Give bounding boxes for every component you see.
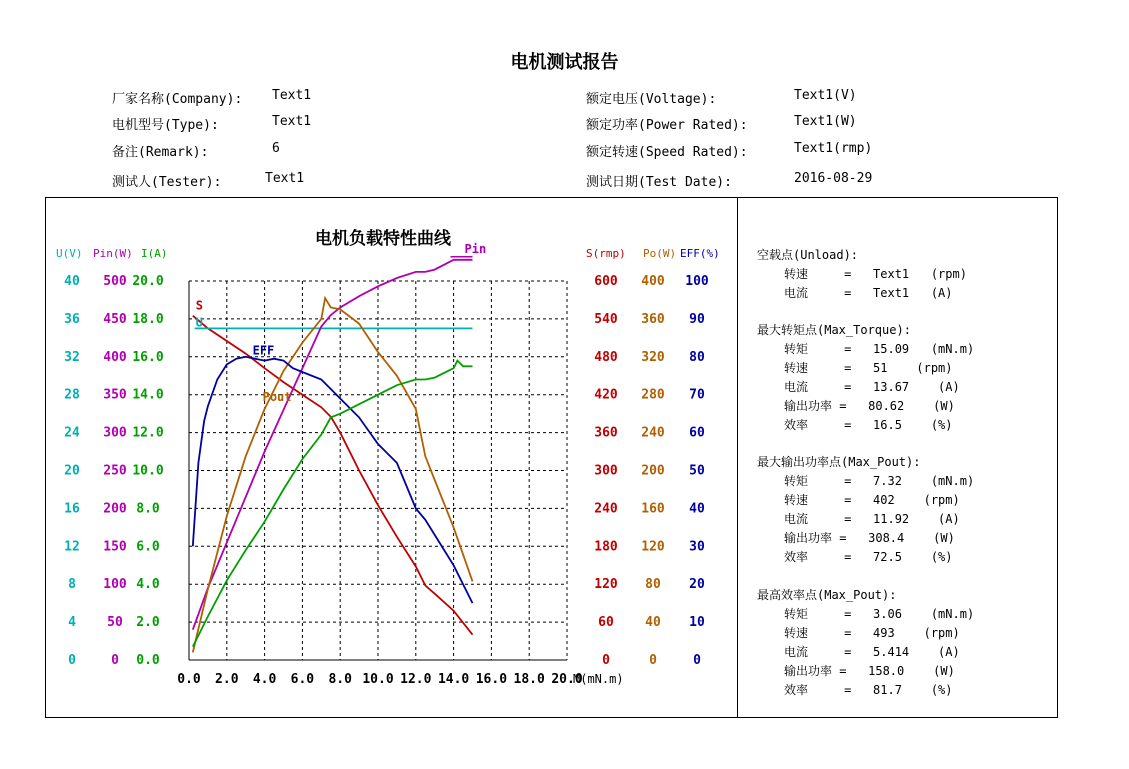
y-tick-label-s: 360 (594, 425, 618, 441)
y-tick-label-pin: 100 (103, 577, 127, 593)
chart-title: 电机负载特性曲线 (315, 229, 451, 249)
eff-title: 最高效率点(Max_Pout): (757, 588, 897, 602)
y-tick-label-u: 4 (68, 615, 76, 631)
pout-line-5: 效率 = 72.5 (%) (784, 550, 953, 564)
y-tick-label-i: 8.0 (136, 501, 160, 517)
series-line-i (193, 361, 473, 647)
x-tick-label: 18.0 (513, 672, 545, 687)
y-tick-label-i: 4.0 (136, 577, 160, 593)
y-tick-label-s: 0 (602, 653, 610, 668)
series-label-u: U (195, 315, 203, 330)
y-tick-label-u: 20 (64, 463, 80, 479)
x-tick-label: 10.0 (362, 672, 394, 687)
torque-line-3: 电流 = 13.67 (A) (784, 380, 960, 394)
x-tick-label: 4.0 (252, 672, 277, 687)
type-label: 电机型号(Type): (112, 118, 219, 133)
eff-line-1: 转矩 = 3.06 (mN.m) (784, 607, 975, 621)
report-title: 电机测试报告 (510, 52, 619, 73)
torque-line-2: 转速 = 51 (rpm) (784, 361, 953, 375)
eff-line-5: 效率 = 81.7 (%) (784, 683, 953, 697)
y-tick-label-eff: 0 (693, 653, 701, 668)
y-tick-label-i: 16.0 (132, 349, 164, 365)
axis-header-po: Po(W) (643, 247, 677, 260)
y-tick-label-eff: 60 (689, 425, 705, 441)
y-tick-label-po: 40 (645, 615, 661, 631)
y-tick-label-po: 360 (641, 311, 665, 327)
y-tick-label-pin: 300 (103, 425, 127, 441)
y-tick-label-eff: 70 (689, 387, 705, 403)
y-tick-label-u: 28 (64, 387, 80, 403)
series-label-s: S (195, 298, 204, 313)
y-tick-label-s: 240 (594, 501, 618, 517)
voltage-value: Text1(V) (794, 88, 857, 103)
load-characteristic-chart (46, 198, 736, 716)
y-tick-label-eff: 30 (689, 539, 705, 555)
frame-divider (737, 197, 738, 718)
x-tick-label: 6.0 (290, 672, 315, 687)
y-tick-label-pin: 150 (103, 539, 127, 555)
axis-header-pin: Pin(W) (93, 247, 133, 260)
y-tick-label-pin: 450 (103, 311, 127, 327)
y-tick-label-po: 160 (641, 501, 665, 517)
pout-title: 最大输出功率点(Max_Pout): (757, 455, 921, 469)
series-label-eff: EFF (252, 343, 275, 358)
y-tick-label-s: 600 (594, 274, 618, 289)
y-tick-label-po: 120 (641, 539, 665, 555)
series-line-pin (193, 260, 473, 630)
y-tick-label-pin: 50 (107, 615, 123, 631)
y-tick-label-eff: 80 (689, 349, 705, 365)
axis-header-u: U(V) (56, 247, 83, 260)
y-tick-label-pin: 500 (103, 274, 127, 289)
y-tick-label-u: 12 (64, 539, 80, 555)
y-tick-label-u: 0 (68, 653, 76, 668)
series-line-s (193, 316, 473, 635)
y-tick-label-u: 40 (64, 274, 80, 289)
eff-line-2: 转速 = 493 (rpm) (784, 626, 960, 640)
torque-title: 最大转矩点(Max_Torque): (757, 323, 911, 337)
pout-line-2: 转速 = 402 (rpm) (784, 493, 960, 507)
y-tick-label-eff: 90 (689, 311, 705, 327)
y-tick-label-pin: 250 (103, 463, 127, 479)
y-tick-label-u: 32 (64, 349, 80, 365)
y-tick-label-po: 80 (645, 577, 661, 593)
power-label: 额定功率(Power Rated): (586, 118, 748, 133)
y-tick-label-s: 180 (594, 539, 618, 555)
x-axis-label: M(mN.m) (573, 672, 624, 686)
tester-label: 测试人(Tester): (112, 175, 222, 190)
x-tick-label: 20.0 (551, 672, 583, 687)
y-tick-label-po: 240 (641, 425, 665, 441)
y-tick-label-i: 18.0 (132, 311, 164, 327)
series-label-pin: Pin (464, 241, 487, 256)
company-label: 厂家名称(Company): (112, 92, 243, 107)
x-tick-label: 14.0 (437, 672, 470, 687)
y-tick-label-i: 2.0 (136, 615, 160, 631)
y-tick-label-u: 24 (64, 425, 80, 441)
axis-header-s: S(rmp) (586, 247, 626, 260)
y-tick-label-i: 6.0 (136, 539, 160, 555)
speed-value: Text1(rmp) (794, 141, 873, 156)
power-value: Text1(W) (794, 114, 857, 129)
y-tick-label-eff: 40 (689, 501, 705, 517)
y-tick-label-po: 200 (641, 463, 665, 479)
y-tick-label-s: 540 (594, 311, 618, 327)
date-label: 测试日期(Test Date): (586, 175, 732, 190)
y-tick-label-pin: 350 (103, 387, 127, 403)
eff-line-3: 电流 = 5.414 (A) (784, 645, 960, 659)
pout-line-1: 转矩 = 7.32 (mN.m) (784, 474, 975, 488)
axis-header-eff: EFF(%) (680, 247, 720, 260)
y-tick-label-i: 14.0 (132, 387, 164, 403)
remark-label: 备注(Remark): (112, 145, 209, 160)
eff-line-4: 输出功率 = 158.0 (W) (784, 664, 955, 678)
y-tick-label-u: 36 (64, 311, 80, 327)
y-tick-label-s: 300 (594, 463, 618, 479)
y-tick-label-eff: 10 (689, 615, 705, 631)
y-tick-label-s: 120 (594, 577, 618, 593)
unload-line-2: 电流 = Text1 (A) (784, 286, 953, 300)
x-tick-label: 8.0 (328, 672, 352, 687)
y-tick-label-s: 480 (594, 349, 618, 365)
remark-value: 6 (272, 141, 280, 156)
y-tick-label-pin: 200 (103, 501, 127, 517)
axis-header-i: I(A) (141, 247, 168, 260)
torque-line-5: 效率 = 16.5 (%) (784, 418, 953, 432)
tester-value: Text1 (265, 171, 305, 186)
series-line-pout (193, 298, 473, 652)
y-tick-label-pin: 0 (111, 653, 119, 668)
voltage-label: 额定电压(Voltage): (586, 92, 717, 107)
date-value: 2016-08-29 (794, 171, 873, 186)
y-tick-label-po: 0 (649, 653, 657, 668)
y-tick-label-eff: 100 (685, 274, 709, 289)
type-value: Text1 (272, 114, 312, 129)
y-tick-label-eff: 20 (689, 577, 705, 593)
y-tick-label-s: 420 (594, 387, 618, 403)
y-tick-label-pin: 400 (103, 349, 127, 365)
y-tick-label-i: 0.0 (136, 653, 160, 668)
y-tick-label-u: 16 (64, 501, 80, 517)
y-tick-label-eff: 50 (689, 463, 705, 479)
company-value: Text1 (272, 88, 312, 103)
x-tick-label: 0.0 (177, 672, 201, 687)
speed-label: 额定转速(Speed Rated): (586, 145, 748, 160)
y-tick-label-po: 400 (641, 274, 665, 289)
unload-title: 空载点(Unload): (757, 248, 859, 262)
x-tick-label: 16.0 (475, 672, 508, 687)
y-tick-label-i: 20.0 (132, 274, 164, 289)
y-tick-label-u: 8 (68, 577, 76, 593)
torque-line-1: 转矩 = 15.09 (mN.m) (784, 342, 975, 356)
x-tick-label: 2.0 (215, 672, 239, 687)
y-tick-label-po: 320 (641, 349, 665, 365)
y-tick-label-po: 280 (641, 387, 665, 403)
pout-line-4: 输出功率 = 308.4 (W) (784, 531, 955, 545)
y-tick-label-s: 60 (598, 615, 614, 631)
y-tick-label-i: 12.0 (132, 425, 164, 441)
pout-line-3: 电流 = 11.92 (A) (784, 512, 960, 526)
y-tick-label-i: 10.0 (132, 463, 164, 479)
series-label-pout: Pout (262, 389, 292, 404)
torque-line-4: 输出功率 = 80.62 (W) (784, 399, 955, 413)
unload-line-1: 转速 = Text1 (rpm) (784, 267, 967, 281)
x-tick-label: 12.0 (400, 672, 432, 687)
